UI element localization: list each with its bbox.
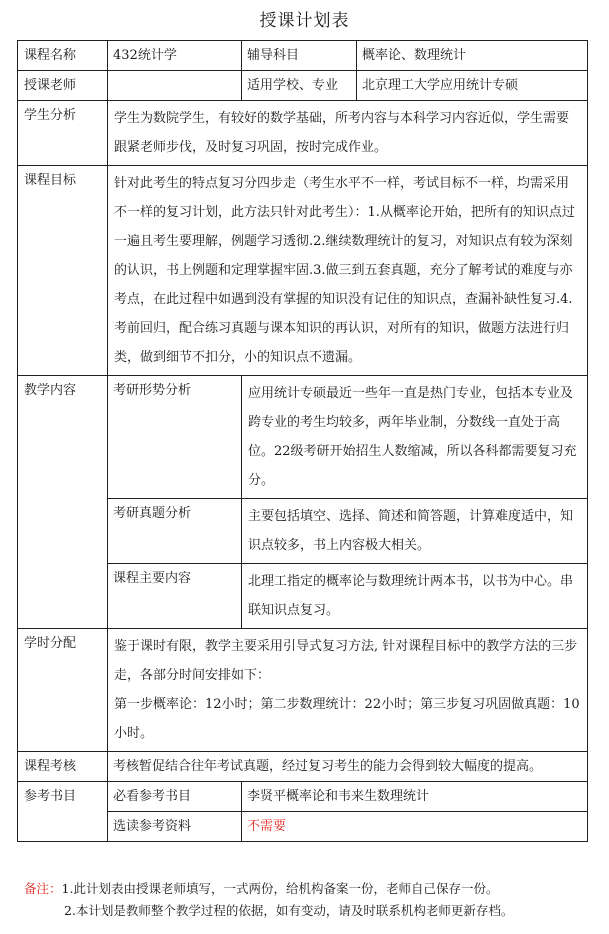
optional-books-label: 选读参考资料 [108,812,242,842]
school-value: 北京理工大学应用统计专硕 [357,71,588,101]
course-name-value: 432统计学 [108,41,242,71]
row-course-goal [18,166,588,376]
school-label: 适用学校、专业 [242,71,357,101]
teaching-label: 教学内容 [18,376,108,629]
page-title: 授课计划表 [259,11,350,31]
teacher-label: 授课老师 [18,71,108,101]
course-name-label: 课程名称 [18,41,108,71]
note-line-2: 2.本计划是教师整个教学过程的依据，如有变动，请及时联系机构老师更新存档。 [64,903,514,918]
notes-prefix: 备注： [24,881,62,896]
subject-label: 辅导科目 [242,41,357,71]
required-books-value: 李贤平概率论和韦来生数理统计 [242,782,588,812]
row-student-analysis [18,101,588,166]
hours-cell [108,629,588,752]
plan-table [17,40,588,842]
references-label: 参考书目 [18,782,108,842]
course-goal-label: 课程目标 [18,166,108,376]
row-hours [18,629,588,752]
hours-text-2: 第一步概率论：12小时；第二步数理统计：22小时；第三步复习巩固做真题：10小时。 [114,697,580,741]
required-books-label: 必看参考书目 [108,782,242,812]
note-text-1: 1.此计划表由授课老师填写，一式两份，给机构备案一份，老师自己保存一份。 [61,881,499,896]
notes [24,878,594,922]
teaching-item-label: 课程主要内容 [108,564,242,629]
course-goal-text: 针对此考生的特点复习分四步走（考生水平不一样，考试目标不一样，均需采用不一样的复习计划，此方法只针对此考生）：1.从概率论开始，把所有的知识点过一遍且考生要理解，例题学习透彻.2.继续数理统计的复习，对知识点有较为深刻的认识，书上例题和定理掌握牢固.3.做三到五套真题，充分了解考试的难度与亦考点，在此过程中如遇到没有掌握的知识没有记住的知识点，查漏补缺性复习.4.考前回归，配合练习真题与课本知识的再认识，对所有的知识，做题方法进行归类，做到细节不扣分，小的知识点不遗漏。 [108,166,588,376]
row-teacher [18,71,588,101]
teaching-item-text: 应用统计专硕最近一些年一直是热门专业，包括本专业及跨专业的考生均较多，两年毕业制，分数线一直处于高位。22级考研开始招生人数缩减，所以各科都需要复习充分。 [242,376,588,499]
student-analysis-label: 学生分析 [18,101,108,166]
teaching-item-text: 主要包括填空、选择、简述和简答题，计算难度适中，知识点较多，书上内容极大相关。 [242,499,588,564]
hours-label: 学时分配 [18,629,108,752]
note-line-1 [24,878,594,900]
optional-books-value: 不需要 [242,812,588,842]
assessment-text: 考核暂促结合往年考试真题，经过复习考生的能力会得到较大幅度的提高。 [108,752,588,782]
subject-value: 概率论、数理统计 [357,41,588,71]
hours-text-1: 鉴于课时有限，教学主要采用引导式复习方法, 针对课程目标中的教学方法的三步走，各部分时间安排如下： [114,639,578,683]
assessment-label: 课程考核 [18,752,108,782]
teaching-item-label: 考研形势分析 [108,376,242,499]
teaching-item-label: 考研真题分析 [108,499,242,564]
row-assessment [18,752,588,782]
teaching-item-text: 北理工指定的概率论与数理统计两本书，以书为中心。串联知识点复习。 [242,564,588,629]
row-references-1 [18,782,588,812]
teacher-value [108,71,242,101]
row-teaching-1 [18,376,588,499]
student-analysis-text: 学生为数院学生，有较好的数学基础，所考内容与本科学习内容近似，学生需要跟紧老师步伐，及时复习巩固，按时完成作业。 [108,101,588,166]
row-course [18,41,588,71]
